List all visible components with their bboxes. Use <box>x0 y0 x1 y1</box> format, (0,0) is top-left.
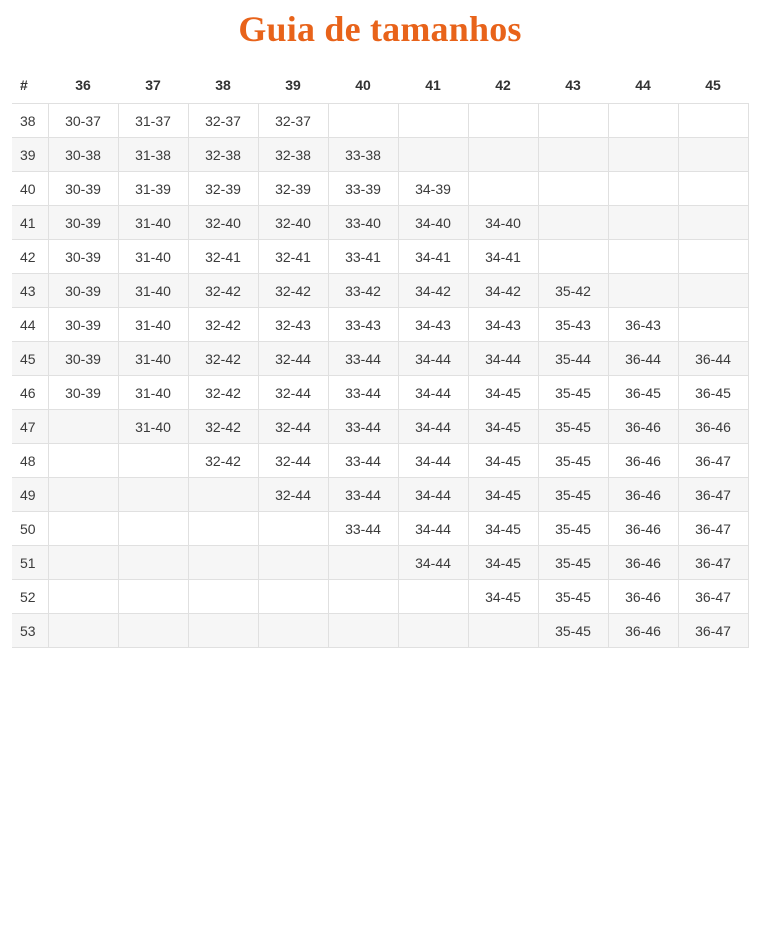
table-cell: 32-43 <box>258 308 328 342</box>
table-cell: 32-44 <box>258 376 328 410</box>
table-cell: 36-47 <box>678 512 748 546</box>
table-cell: 33-42 <box>328 274 398 308</box>
table-cell: 33-44 <box>328 512 398 546</box>
row-header: 50 <box>12 512 48 546</box>
table-cell-empty <box>48 580 118 614</box>
table-cell-empty <box>608 240 678 274</box>
table-cell-empty <box>468 172 538 206</box>
row-header: 38 <box>12 104 48 138</box>
size-guide-page <box>0 8 760 648</box>
table-cell-empty <box>678 104 748 138</box>
size-table <box>12 70 749 648</box>
table-cell: 34-44 <box>398 512 468 546</box>
table-cell: 34-44 <box>398 444 468 478</box>
table-cell-empty <box>188 478 258 512</box>
table-cell-empty <box>398 104 468 138</box>
table-cell: 34-44 <box>398 342 468 376</box>
table-row <box>12 308 748 342</box>
table-cell-empty <box>608 104 678 138</box>
table-cell: 31-39 <box>118 172 188 206</box>
column-header: 44 <box>608 70 678 104</box>
row-header: 40 <box>12 172 48 206</box>
table-row <box>12 376 748 410</box>
table-cell-empty <box>538 138 608 172</box>
table-cell: 32-38 <box>188 138 258 172</box>
table-cell: 32-42 <box>188 410 258 444</box>
table-cell-empty <box>538 172 608 206</box>
table-cell: 30-39 <box>48 206 118 240</box>
row-header: 41 <box>12 206 48 240</box>
table-cell: 30-39 <box>48 342 118 376</box>
table-cell-empty <box>118 444 188 478</box>
table-cell: 34-44 <box>398 410 468 444</box>
table-cell: 35-42 <box>538 274 608 308</box>
table-cell: 30-39 <box>48 376 118 410</box>
table-cell: 31-40 <box>118 410 188 444</box>
column-header: 43 <box>538 70 608 104</box>
row-header: 46 <box>12 376 48 410</box>
table-cell: 30-39 <box>48 172 118 206</box>
table-cell: 36-45 <box>678 376 748 410</box>
table-cell: 34-41 <box>398 240 468 274</box>
table-cell: 34-43 <box>398 308 468 342</box>
table-cell: 30-39 <box>48 240 118 274</box>
table-cell-empty <box>678 172 748 206</box>
table-cell: 32-41 <box>258 240 328 274</box>
table-cell: 32-42 <box>188 444 258 478</box>
table-cell: 34-45 <box>468 478 538 512</box>
table-cell-empty <box>468 104 538 138</box>
column-header: 37 <box>118 70 188 104</box>
row-header: 48 <box>12 444 48 478</box>
table-cell: 35-45 <box>538 512 608 546</box>
table-cell: 32-42 <box>188 308 258 342</box>
table-cell: 36-46 <box>608 512 678 546</box>
table-cell: 32-44 <box>258 444 328 478</box>
table-row <box>12 614 748 648</box>
row-header: 39 <box>12 138 48 172</box>
table-cell-empty <box>258 614 328 648</box>
header-row <box>12 70 748 104</box>
table-cell: 34-45 <box>468 580 538 614</box>
table-cell-empty <box>258 580 328 614</box>
table-row <box>12 240 748 274</box>
table-cell-empty <box>538 206 608 240</box>
table-cell: 30-39 <box>48 308 118 342</box>
table-cell: 33-44 <box>328 478 398 512</box>
table-cell: 35-45 <box>538 546 608 580</box>
table-cell: 33-41 <box>328 240 398 274</box>
table-cell: 36-47 <box>678 444 748 478</box>
table-cell: 32-44 <box>258 342 328 376</box>
column-header: 45 <box>678 70 748 104</box>
table-cell-empty <box>48 512 118 546</box>
table-cell: 36-46 <box>608 444 678 478</box>
table-cell: 31-40 <box>118 240 188 274</box>
size-table-body <box>12 104 748 648</box>
table-cell-empty <box>48 444 118 478</box>
table-cell: 32-39 <box>188 172 258 206</box>
table-cell-empty <box>188 546 258 580</box>
size-table-head <box>12 70 748 104</box>
table-cell-empty <box>398 614 468 648</box>
page-title: Guia de tamanhos <box>238 9 522 49</box>
table-cell: 36-45 <box>608 376 678 410</box>
table-cell-empty <box>328 546 398 580</box>
table-cell: 34-41 <box>468 240 538 274</box>
table-cell: 34-40 <box>468 206 538 240</box>
table-cell: 35-44 <box>538 342 608 376</box>
table-cell: 36-46 <box>608 478 678 512</box>
row-header: 53 <box>12 614 48 648</box>
table-cell: 32-41 <box>188 240 258 274</box>
row-header: 47 <box>12 410 48 444</box>
table-cell-empty <box>258 512 328 546</box>
table-cell: 33-40 <box>328 206 398 240</box>
table-cell: 31-40 <box>118 206 188 240</box>
table-cell: 35-45 <box>538 614 608 648</box>
table-cell-empty <box>468 138 538 172</box>
table-cell: 32-42 <box>258 274 328 308</box>
table-cell-empty <box>538 240 608 274</box>
row-header: 43 <box>12 274 48 308</box>
table-cell-empty <box>468 614 538 648</box>
column-header: 36 <box>48 70 118 104</box>
table-cell-empty <box>608 172 678 206</box>
table-cell-empty <box>328 104 398 138</box>
table-cell-empty <box>608 206 678 240</box>
table-cell: 31-40 <box>118 308 188 342</box>
table-cell: 32-40 <box>188 206 258 240</box>
table-cell: 34-45 <box>468 376 538 410</box>
table-cell: 34-44 <box>398 478 468 512</box>
table-cell: 32-39 <box>258 172 328 206</box>
table-cell: 32-40 <box>258 206 328 240</box>
table-cell: 32-42 <box>188 376 258 410</box>
table-cell-empty <box>398 580 468 614</box>
table-cell: 31-38 <box>118 138 188 172</box>
table-cell: 34-39 <box>398 172 468 206</box>
table-cell: 34-45 <box>468 410 538 444</box>
table-cell-empty <box>328 614 398 648</box>
table-cell-empty <box>48 410 118 444</box>
table-cell: 34-44 <box>468 342 538 376</box>
table-cell-empty <box>608 274 678 308</box>
table-cell: 32-37 <box>188 104 258 138</box>
row-header: 49 <box>12 478 48 512</box>
table-cell: 36-44 <box>678 342 748 376</box>
table-cell: 35-43 <box>538 308 608 342</box>
table-row <box>12 410 748 444</box>
table-cell: 34-45 <box>468 512 538 546</box>
table-cell: 34-45 <box>468 444 538 478</box>
table-cell-empty <box>678 308 748 342</box>
table-cell-empty <box>48 478 118 512</box>
table-cell: 36-47 <box>678 580 748 614</box>
table-cell-empty <box>538 104 608 138</box>
table-cell: 33-44 <box>328 342 398 376</box>
table-cell-empty <box>678 206 748 240</box>
table-cell-empty <box>328 580 398 614</box>
table-cell: 31-40 <box>118 342 188 376</box>
table-cell: 36-47 <box>678 546 748 580</box>
table-cell: 33-44 <box>328 410 398 444</box>
table-cell-empty <box>398 138 468 172</box>
table-row <box>12 546 748 580</box>
row-header: 42 <box>12 240 48 274</box>
table-cell-empty <box>678 274 748 308</box>
table-cell: 36-46 <box>608 580 678 614</box>
table-cell: 35-45 <box>538 444 608 478</box>
table-cell-empty <box>118 546 188 580</box>
table-cell: 33-43 <box>328 308 398 342</box>
table-cell: 36-46 <box>608 546 678 580</box>
table-cell-empty <box>48 546 118 580</box>
table-cell: 36-47 <box>678 478 748 512</box>
row-header: 52 <box>12 580 48 614</box>
table-cell: 36-46 <box>608 614 678 648</box>
table-cell-empty <box>118 512 188 546</box>
table-cell: 34-44 <box>398 546 468 580</box>
table-cell: 36-44 <box>608 342 678 376</box>
table-cell: 35-45 <box>538 410 608 444</box>
table-cell-empty <box>258 546 328 580</box>
column-header: 39 <box>258 70 328 104</box>
table-row <box>12 206 748 240</box>
table-row <box>12 512 748 546</box>
table-row <box>12 138 748 172</box>
table-cell: 30-39 <box>48 274 118 308</box>
table-row <box>12 172 748 206</box>
table-cell-empty <box>188 580 258 614</box>
table-cell: 36-43 <box>608 308 678 342</box>
row-header: 45 <box>12 342 48 376</box>
table-cell: 32-44 <box>258 410 328 444</box>
table-cell: 32-37 <box>258 104 328 138</box>
table-cell: 35-45 <box>538 376 608 410</box>
table-cell: 34-44 <box>398 376 468 410</box>
table-cell: 30-37 <box>48 104 118 138</box>
table-row <box>12 478 748 512</box>
table-cell: 36-47 <box>678 614 748 648</box>
table-cell: 33-44 <box>328 444 398 478</box>
table-cell: 32-44 <box>258 478 328 512</box>
table-cell: 31-37 <box>118 104 188 138</box>
table-cell-empty <box>118 478 188 512</box>
table-cell-empty <box>118 614 188 648</box>
table-cell: 34-40 <box>398 206 468 240</box>
size-table-container <box>0 70 760 648</box>
table-cell: 35-45 <box>538 478 608 512</box>
column-header: 41 <box>398 70 468 104</box>
table-row <box>12 104 748 138</box>
table-row <box>12 580 748 614</box>
table-cell-empty <box>188 512 258 546</box>
table-cell: 34-42 <box>398 274 468 308</box>
table-row <box>12 274 748 308</box>
table-cell: 34-43 <box>468 308 538 342</box>
column-header: 38 <box>188 70 258 104</box>
table-cell: 36-46 <box>678 410 748 444</box>
table-cell: 33-39 <box>328 172 398 206</box>
table-row <box>12 342 748 376</box>
table-corner-header: # <box>12 70 48 104</box>
table-cell-empty <box>678 138 748 172</box>
table-cell: 32-38 <box>258 138 328 172</box>
table-cell: 33-38 <box>328 138 398 172</box>
table-cell-empty <box>48 614 118 648</box>
table-cell-empty <box>678 240 748 274</box>
table-cell: 34-45 <box>468 546 538 580</box>
table-cell: 31-40 <box>118 376 188 410</box>
table-cell: 35-45 <box>538 580 608 614</box>
table-cell: 31-40 <box>118 274 188 308</box>
table-cell: 34-42 <box>468 274 538 308</box>
column-header: 42 <box>468 70 538 104</box>
column-header: 40 <box>328 70 398 104</box>
table-cell: 32-42 <box>188 274 258 308</box>
row-header: 44 <box>12 308 48 342</box>
table-cell-empty <box>608 138 678 172</box>
table-cell: 32-42 <box>188 342 258 376</box>
table-cell: 33-44 <box>328 376 398 410</box>
table-row <box>12 444 748 478</box>
row-header: 51 <box>12 546 48 580</box>
table-cell: 30-38 <box>48 138 118 172</box>
table-cell-empty <box>118 580 188 614</box>
table-cell-empty <box>188 614 258 648</box>
table-cell: 36-46 <box>608 410 678 444</box>
